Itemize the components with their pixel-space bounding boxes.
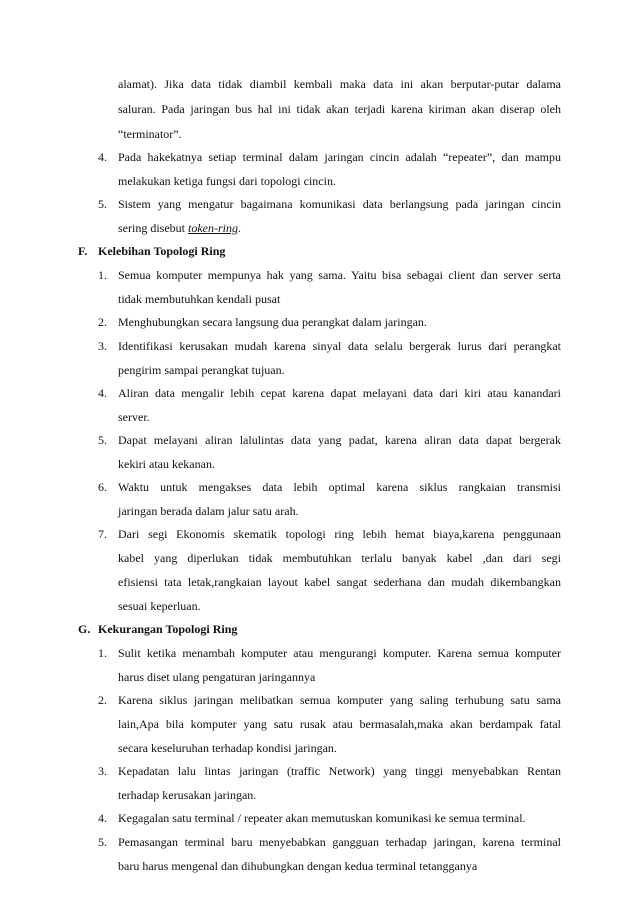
body-line: Waktu untuk mengakses data lebih optimal karena siklus rangkaian transmisi [118, 480, 561, 494]
term-token-ring: token-ring [188, 221, 238, 235]
body-line: saluran. Pada jaringan bus hal ini tidak akan terjadi karena kiriman akan diserap oleh [118, 102, 561, 116]
body-line: Kegagalan satu terminal / repeater akan memutuskan komunikasi ke semua terminal. [118, 811, 526, 825]
body-line: tidak membutuhkan kendali pusat [118, 292, 281, 306]
body-line: harus diset ulang pengaturan jaringannya [118, 670, 316, 684]
list-item-number: 2. [98, 693, 107, 707]
body-line: lain,Apa bila komputer yang satu rusak atau bermasalah,maka akan berdampak fatal [118, 717, 561, 731]
body-line: efisiensi tata letak,rangkaian layout kabel sangat sederhana dan mudah dikembangkan [118, 575, 561, 589]
section-heading: Kelebihan Topologi Ring [98, 244, 226, 258]
list-item-number: 4. [98, 811, 107, 825]
body-line: pengirim sampai perangkat tujuan. [118, 363, 285, 377]
body-line: Semua komputer mempunya hak yang sama. Yaitu bisa sebagai client dan server serta [118, 268, 561, 282]
body-line: Menghubungkan secara langsung dua perangkat dalam jaringan. [118, 315, 427, 329]
body-line: Identifikasi kerusakan mudah karena sinyal data selalu bergerak lurus dari perangkat [118, 339, 561, 353]
body-line: kekiri atau kekanan. [118, 457, 215, 471]
text-run: sering disebut [118, 221, 188, 235]
body-line: secara keseluruhan terhadap kondisi jaringan. [118, 741, 337, 755]
body-line: Kepadatan lalu lintas jaringan (traffic Network) yang tinggi menyebabkan Rentan [118, 764, 561, 778]
list-item-number: 5. [98, 433, 107, 447]
text-run: . [238, 221, 241, 235]
body-line: Pada hakekatnya setiap terminal dalam jaringan cincin adalah “repeater”, dan mampu [118, 150, 561, 164]
body-line: Dapat melayani aliran lalulintas data yang padat, karena aliran data dapat bergerak [118, 433, 561, 447]
list-item-number: 3. [98, 764, 107, 778]
body-line: Aliran data mengalir lebih cepat karena dapat melayani data dari kiri atau kanandari [118, 386, 561, 400]
body-line: Dari segi Ekonomis skematik topologi ring lebih hemat biaya,karena penggunaan [118, 527, 561, 541]
list-item-number: 7. [98, 527, 107, 541]
body-line: sesuai keperluan. [118, 599, 201, 613]
body-line: kabel yang diperlukan tidak membutuhkan terlalu banyak kabel ,dan dari segi [118, 551, 561, 565]
body-line: “terminator”. [118, 127, 182, 141]
body-line: melakukan ketiga fungsi dari topologi cincin. [118, 174, 336, 188]
list-item-number: 6. [98, 480, 107, 494]
list-item-number: 4. [98, 150, 107, 164]
section-heading: Kekurangan Topologi Ring [98, 622, 238, 636]
body-line: baru harus mengenal dan dihubungkan dengan kedua terminal tetangganya [118, 859, 478, 873]
list-item-number: 4. [98, 386, 107, 400]
body-line: terhadap kerusakan jaringan. [118, 788, 257, 802]
section-letter: G. [78, 622, 91, 636]
section-letter: F. [78, 244, 88, 258]
body-line: jaringan berada dalam jalur satu arah. [118, 504, 299, 518]
list-item-number: 2. [98, 315, 107, 329]
body-line: Sistem yang mengatur bagaimana komunikasi data berlangsung pada jaringan cincin [118, 197, 561, 211]
list-item-number: 3. [98, 339, 107, 353]
list-item-number: 1. [98, 268, 107, 282]
body-line: Pemasangan terminal baru menyebabkan gangguan terhadap jaringan, karena terminal [118, 835, 561, 849]
body-line: alamat). Jika data tidak diambil kembali maka data ini akan berputar-putar dalama [118, 77, 561, 91]
list-item-number: 1. [98, 646, 107, 660]
list-item-number: 5. [98, 197, 107, 211]
body-line [118, 220, 241, 236]
body-line: Sulit ketika menambah komputer atau mengurangi komputer. Karena semua komputer [118, 646, 561, 660]
body-line: server. [118, 410, 150, 424]
body-line: Karena siklus jaringan melibatkan semua komputer yang saling terhubung satu sama [118, 693, 561, 707]
list-item-number: 5. [98, 835, 107, 849]
